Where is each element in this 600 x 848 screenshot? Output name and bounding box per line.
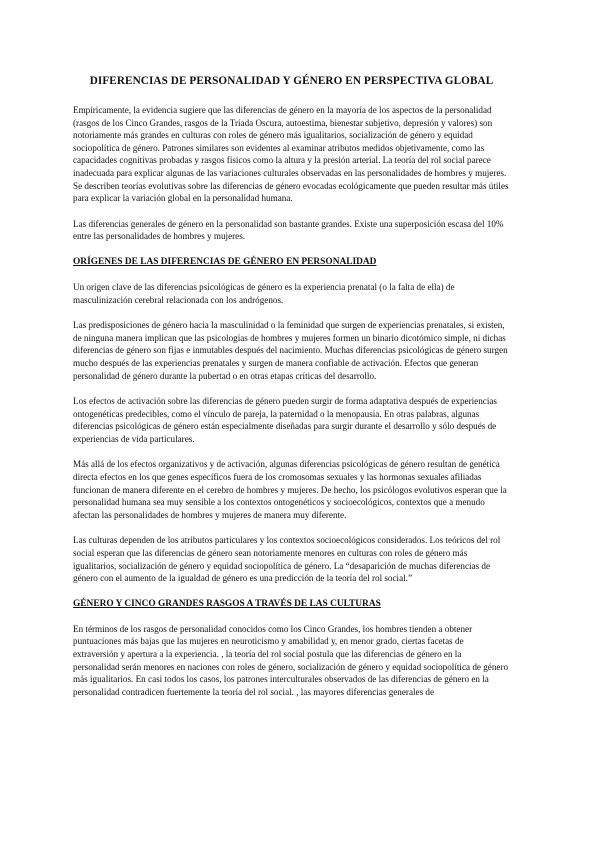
section-heading-big-five: GÉNERO Y CINCO GRANDES RASGOS A TRAVÉS DE LAS CULTURAS [73, 598, 381, 609]
body-paragraph: Un origen clave de las diferencias psicológicas de género es la experiencia prenatal (o la falta de ella) de masculinización cerebral relacionada con los andrógenos. [73, 281, 455, 305]
document-title: DIFERENCIAS DE PERSONALIDAD Y GÉNERO EN PERSPECTIVA GLOBAL [89, 75, 494, 87]
section-heading-origins: ORÍGENES DE LAS DIFERENCIAS DE GÉNERO EN PERSONALIDAD [73, 256, 377, 267]
intro-paragraph: Empíricamente, la evidencia sugiere que las diferencias de género en la mayoría de los aspectos de la personalidad (rasgos de los Cinco Grandes, rasgos de la Tríada Oscura, autoestima, bienestar subjetivo, depresión y valores) son notoriamente más grandes en culturas con roles de género más igualitarios, socialización de género y equidad sociopolítica de género. Patrones similares son evidentes al examinar atributos medidos objetivamente, como las capacidades cognitivas probadas y rasgos físicos como la altura y la presión arterial. La teoría del rol social parece inadecuada para explicar algunas de las variaciones culturales observadas en las personalidades de hombres y mujeres. Se describen teorías evolutivas sobre las diferencias de género evocadas ecológicamente que pueden resultar más útiles para explicar la variación global en la personalidad humana. [73, 105, 509, 204]
body-paragraph: Más allá de los efectos organizativos y de activación, algunas diferencias psicológicas de género resultan de genética directa efectos en los que genes específicos fuera de los cromosomas sexuales y las hormonas sexuales afiliadas funcionan de manera diferente en el cerebro de hombres y mujeres. De hecho, los psicólogos evolutivos esperan que la personalidad humana sea muy sensible a los contextos ontogenéticos y socioecológicos, contextos que a menudo afectan las personalidades de hombres y mujeres de manera muy diferente. [73, 459, 507, 520]
body-paragraph: Las predisposiciones de género hacia la masculinidad o la feminidad que surgen de experiencias prenatales, si existen, de ninguna manera implican que las psicologías de hombres y mujeres formen un binario dicotómico simple, ni dichas diferencias de género son fijas e inmutables después del nacimiento. Muchas diferencias psicológicas de género surgen mucho después de las experiencias prenatales y surgen de manera confiable de activación. Efectos que generan personalidad de género durante la pubertad o en otras etapas críticas del desarrollo. [73, 320, 508, 381]
intro-paragraph: Las diferencias generales de género en la personalidad son bastante grandes. Existe una superposición escasa del 10% entre las personalidades de hombres y mujeres. [73, 218, 504, 242]
body-paragraph: Los efectos de activación sobre las diferencias de género pueden surgir de forma adaptativa después de experiencias ontogenéticas predecibles, como el vínculo de pareja, la paternidad o la menopausia. En otras palabras, algunas diferencias psicológicas de género están especialmente diseñadas para surgir durante el desarrollo y sólo después de experiencias de vida particulares. [73, 396, 497, 444]
body-paragraph: En términos de los rasgos de personalidad conocidos como los Cinco Grandes, los hombres tienden a obtener puntuaciones más bajas que las mujeres en neuroticismo y amabilidad y, en menor grado, ciertas facetas de extraversión y apertura a la experiencia. , la teoría del rol social postula que las diferencias de género en la personalidad serán menores en naciones con roles de género, socialización de género y equidad sociopolítica de género más igualitarios. En casi todos los casos, los patrones interculturales observados de las diferencias de género en la personalidad contradicen fuertemente la teoría del rol social. , las mayores diferencias generales de [73, 623, 509, 697]
body-paragraph: Las culturas dependen de los atributos particulares y los contextos socioecológicos considerados. Los teóricos del rol social esperan que las diferencias de género sean notoriamente menores en culturas con roles de género más igualitarios, socialización de género y equidad sociopolítica de género. La “desaparición de muchas diferencias de género con el aumento de la igualdad de género es una predicción de la teoría del rol social.” [73, 535, 501, 584]
